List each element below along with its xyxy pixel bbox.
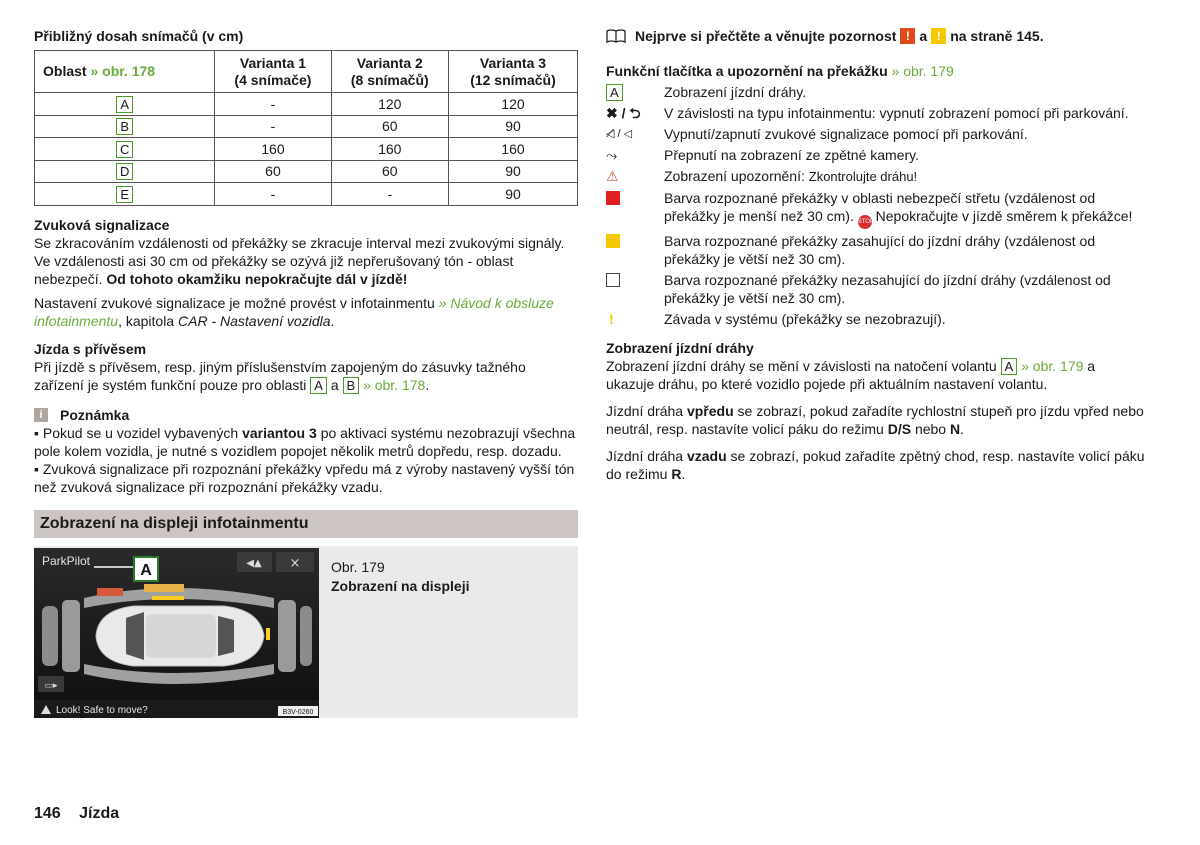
header-varianta-2-sub: (8 snímačů) bbox=[350, 71, 429, 88]
zvuk-text: Se zkracováním vzdálenosti od překážky se zkracuje interval mezi zvukovými signály. Ve vzdálenosti asi 30 cm od překážky se ozývá již nepřerušovaný tón - oblast nebezpečí. bbox=[34, 234, 565, 287]
vpredu-mid: se zobrazí, pokud zařadíte rychlostní stupeň pro jízdu vpřed nebo neutrál, resp. nastavíte volicí páku do režimu bbox=[606, 403, 1144, 437]
warning-red-icon: ! bbox=[900, 28, 915, 44]
footer-section: Jízda bbox=[79, 805, 120, 822]
sensor-segment bbox=[300, 606, 312, 666]
privesem-and: a bbox=[330, 376, 339, 393]
right-column bbox=[606, 27, 1146, 483]
legend-row-warning bbox=[606, 167, 1146, 186]
table-row bbox=[35, 115, 578, 138]
table-cell: 90 bbox=[448, 183, 577, 206]
legend-row-path bbox=[606, 83, 1146, 101]
privesem-link[interactable]: » obr. 178 bbox=[363, 376, 426, 393]
left-column bbox=[34, 27, 578, 718]
safety-header-and: a bbox=[919, 28, 928, 44]
legend-symbol bbox=[606, 232, 664, 268]
close-back-icon: ✖ / ⮌ bbox=[606, 105, 641, 121]
vpredu-n: N bbox=[949, 421, 961, 437]
header-oblast-link[interactable]: » obr. 178 bbox=[90, 63, 156, 79]
car-rear-window bbox=[218, 616, 234, 656]
speaker-icon: ◁̸ / ◁ bbox=[606, 128, 633, 140]
vpredu-ds: D/S bbox=[887, 421, 912, 437]
header-varianta-3-title: Varianta 3 bbox=[479, 54, 547, 71]
note-header bbox=[34, 406, 578, 424]
red-warning: Nepokračujte v jízdě směrem k překážce! bbox=[875, 208, 1133, 224]
nastaveni-link[interactable]: » Návod k obsluze infotainmentu bbox=[34, 294, 554, 329]
table-row bbox=[35, 160, 578, 183]
vzadu-bold: vzadu bbox=[686, 448, 727, 464]
legend-symbol bbox=[606, 83, 664, 101]
table-cell: - bbox=[331, 183, 448, 206]
note1-pre: ▪ Pokud se u vozidel vybavených bbox=[34, 424, 239, 441]
note-item-1 bbox=[34, 424, 578, 460]
sensor-segment bbox=[62, 600, 80, 672]
parkpilot-display-graphic bbox=[34, 548, 319, 718]
vpredu-bold: vpředu bbox=[686, 403, 734, 419]
page-number: 146 bbox=[34, 805, 61, 822]
privesem-title: Jízda s přívěsem bbox=[34, 340, 147, 357]
infotainment-screen bbox=[34, 548, 319, 718]
area-a-box: A bbox=[606, 84, 623, 101]
vpredu-nebo: nebo bbox=[914, 421, 947, 437]
area-a-box: A bbox=[1001, 358, 1018, 375]
area-label-box: C bbox=[116, 141, 133, 158]
area-label-box: A bbox=[116, 96, 133, 113]
legend-text bbox=[664, 167, 1146, 186]
table-cell: 90 bbox=[448, 115, 577, 138]
privesem-paragraph bbox=[34, 358, 578, 394]
table-header-row bbox=[35, 51, 578, 93]
header-oblast bbox=[35, 51, 215, 93]
legend-row-fault bbox=[606, 310, 1146, 328]
page-footer bbox=[34, 805, 119, 823]
drahy-text-2: a ukazuje dráhu, po které vozidlo pojede při aktuálním nastavení volantu. bbox=[606, 358, 1096, 392]
fault-icon: ! bbox=[609, 311, 614, 327]
vzadu-end: . bbox=[681, 466, 686, 482]
sensor-segment bbox=[278, 600, 296, 672]
book-icon bbox=[606, 29, 626, 43]
vzadu-pre: Jízdní dráha bbox=[606, 448, 684, 464]
legend-row-white bbox=[606, 271, 1146, 307]
drahy-title: Zobrazení jízdní dráhy bbox=[606, 340, 754, 356]
figure-code: B3V-0260 bbox=[282, 708, 314, 716]
privesem-end: . bbox=[425, 376, 430, 393]
area-label-box: D bbox=[116, 163, 133, 180]
legend-text: Barva rozpoznané překážky zasahující do jízdní dráhy (vzdálenost od překážky je větší než 30 cm). bbox=[664, 233, 1096, 267]
caption-title: Zobrazení na displeji bbox=[331, 577, 470, 594]
stop-icon: STOP bbox=[858, 215, 872, 229]
nastaveni-chapter: CAR - Nastavení vozidla bbox=[178, 312, 331, 329]
table-cell: - bbox=[215, 183, 331, 206]
buttons-title-link[interactable]: » obr. 179 bbox=[891, 63, 954, 79]
legend-symbol bbox=[606, 271, 664, 307]
header-varianta-1 bbox=[215, 51, 331, 93]
header-varianta-2 bbox=[331, 51, 448, 93]
header-varianta-1-sub: (4 snímače) bbox=[234, 71, 312, 88]
table-cell-area bbox=[35, 93, 215, 116]
yellow-square-icon bbox=[606, 234, 620, 248]
table-cell-area bbox=[35, 183, 215, 206]
vpredu-end: . bbox=[960, 421, 964, 437]
rear-camera-icon: ⤳ bbox=[606, 147, 618, 163]
buttons-title-text: Funkční tlačítka a upozornění na překážku bbox=[606, 63, 888, 79]
table-row bbox=[35, 138, 578, 161]
vzadu-mid: se zobrazí, pokud zařadíte zpětný chod, resp. nastavíte volicí páku do režimu bbox=[606, 448, 1145, 482]
zvuk-warning: Od tohoto okamžiku nepokračujte dál v jízdě! bbox=[106, 270, 408, 287]
nastaveni-paragraph bbox=[34, 294, 578, 330]
note-title: Poznámka bbox=[60, 406, 130, 423]
trailer-icon: ▭▸ bbox=[44, 680, 58, 691]
red-square-icon bbox=[606, 191, 620, 205]
header-varianta-2-title: Varianta 2 bbox=[356, 54, 423, 71]
table-row bbox=[35, 183, 578, 206]
header-varianta-1-title: Varianta 1 bbox=[239, 54, 307, 71]
safety-header bbox=[606, 27, 1146, 45]
callout-a-label: A bbox=[140, 561, 152, 579]
caption-number: Obr. 179 bbox=[331, 558, 385, 575]
figure-caption bbox=[331, 558, 469, 596]
nastaveni-end: . bbox=[330, 312, 335, 329]
legend-text: Závada v systému (překážky se nezobrazují). bbox=[664, 311, 946, 327]
safety-header-pre: Nejprve si přečtěte a věnujte pozornost bbox=[635, 28, 897, 44]
table-cell: - bbox=[215, 115, 331, 138]
obstacle-marker-red bbox=[97, 588, 123, 596]
zvuk-paragraph bbox=[34, 234, 578, 288]
table-cell: 60 bbox=[215, 160, 331, 183]
close-icon: × bbox=[289, 555, 301, 571]
vpredu-paragraph bbox=[606, 402, 1146, 438]
warning-yellow-icon: ! bbox=[931, 28, 946, 44]
legend-text: Zobrazení jízdní dráhy. bbox=[664, 84, 807, 100]
car-windshield bbox=[126, 612, 144, 660]
legend-text: Přepnutí na zobrazení ze zpětné kamery. bbox=[664, 147, 919, 163]
vpredu-pre: Jízdní dráha bbox=[606, 403, 684, 419]
parkpilot-title: ParkPilot bbox=[42, 553, 91, 568]
sensor-segment bbox=[42, 606, 58, 666]
table-cell: 120 bbox=[331, 93, 448, 116]
drahy-text: Zobrazení jízdní dráhy se mění v závislosti na natočení volantu bbox=[606, 358, 997, 374]
warning-triangle-icon: ⚠ bbox=[606, 168, 619, 184]
table-title: Přibližný dosah snímačů (v cm) bbox=[34, 28, 244, 44]
table-cell: - bbox=[215, 93, 331, 116]
nastaveni-mid: , kapitola bbox=[118, 312, 178, 329]
legend-text bbox=[664, 189, 1146, 229]
legend-row-camera bbox=[606, 146, 1146, 164]
legend-row-red bbox=[606, 189, 1146, 229]
zvuk-title: Zvuková signalizace bbox=[34, 216, 170, 233]
obstacle-marker-yellow bbox=[266, 628, 270, 640]
table-cell: 60 bbox=[331, 115, 448, 138]
red-text: Barva rozpoznané překážky v oblasti nebezpečí střetu (vzdálenost od překážky je menší než 30 cm). bbox=[664, 190, 1096, 224]
obstacle-marker-yellow bbox=[152, 596, 184, 600]
drahy-paragraph bbox=[606, 357, 1146, 393]
table-row bbox=[35, 93, 578, 116]
buttons-title bbox=[606, 62, 1146, 80]
area-a-box: A bbox=[310, 377, 327, 394]
speaker-icon: ◀︎▲ bbox=[246, 557, 262, 569]
figure-179 bbox=[34, 546, 578, 718]
table-cell: 90 bbox=[448, 160, 577, 183]
table-cell-area bbox=[35, 138, 215, 161]
note-item-2: ▪ Zvuková signalizace při rozpoznání překážky vpředu má z výroby nastavený vyšší tón než zvuková signalizace při rozpoznání překážky vzadu. bbox=[34, 460, 575, 495]
table-cell: 160 bbox=[448, 138, 577, 161]
nastaveni-text: Nastavení zvukové signalizace je možné provést v infotainmentu bbox=[34, 294, 435, 311]
area-label-box: B bbox=[116, 118, 133, 135]
area-label-box: E bbox=[116, 186, 133, 203]
legend-text: V závislosti na typu infotainmentu: vypnutí zobrazení pomocí při parkování. bbox=[664, 105, 1129, 121]
header-varianta-3 bbox=[448, 51, 577, 93]
privesem-text: Při jízdě s přívěsem, resp. jiným příslušenstvím zapojeným do zásuvky tažného zařízení je systém funkční pouze pro oblasti bbox=[34, 358, 526, 393]
warning-text: Zobrazení upozornění: bbox=[664, 168, 805, 184]
table-cell: 120 bbox=[448, 93, 577, 116]
legend-text: Vypnutí/zapnutí zvukové signalizace pomocí při parkování. bbox=[664, 126, 1028, 142]
warning-message: Look! Safe to move? bbox=[56, 704, 148, 716]
white-square-icon bbox=[606, 273, 620, 287]
safety-header-post: na straně 145. bbox=[950, 28, 1044, 44]
sensor-range-table bbox=[34, 50, 578, 206]
section-band-title: Zobrazení na displeji infotainmentu bbox=[34, 510, 578, 538]
car-roof bbox=[146, 614, 216, 658]
legend-row-off bbox=[606, 104, 1146, 122]
table-cell-area bbox=[35, 160, 215, 183]
legend-text: Barva rozpoznané překážky nezasahující do jízdní dráhy (vzdálenost od překážky je větší než 30 cm). bbox=[664, 272, 1111, 306]
vzadu-paragraph bbox=[606, 447, 1146, 483]
drahy-link[interactable]: » obr. 179 bbox=[1021, 358, 1084, 374]
header-varianta-3-sub: (12 snímačů) bbox=[470, 71, 556, 88]
info-icon: i bbox=[34, 408, 48, 422]
table-cell: 160 bbox=[331, 138, 448, 161]
table-cell-area bbox=[35, 115, 215, 138]
vzadu-r: R bbox=[671, 466, 682, 482]
warning-quote: Zkontrolujte dráhu! bbox=[808, 169, 918, 184]
header-oblast-label: Oblast bbox=[43, 63, 87, 79]
table-cell: 160 bbox=[215, 138, 331, 161]
obstacle-marker-yellow bbox=[144, 584, 184, 592]
legend-row-sound bbox=[606, 125, 1146, 143]
note1-bold: variantou 3 bbox=[242, 424, 317, 441]
area-b-box: B bbox=[343, 377, 360, 394]
note1-post: po aktivaci systému nezobrazují všechna pole kolem vozidla, je nutné s vozidlem popojet několik metrů dopředu, resp. dozadu. bbox=[34, 424, 576, 459]
legend-row-yellow bbox=[606, 232, 1146, 268]
legend-symbol bbox=[606, 189, 664, 229]
table-cell: 60 bbox=[331, 160, 448, 183]
